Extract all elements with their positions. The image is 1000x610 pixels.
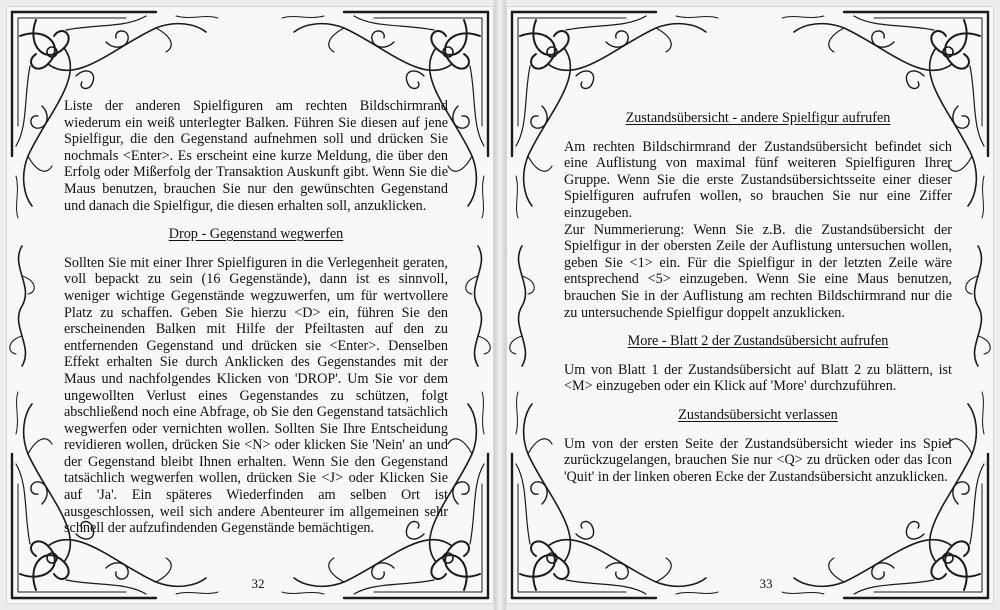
- left-page: [6, 6, 494, 604]
- right-page-text: [564, 110, 952, 485]
- page-number-left: 32: [251, 576, 265, 591]
- other-character-paragraph-2: Zur Nummerierung: Wenn Sie z.B. die Zustandsübersicht der Spielfigur in der obersten Zeile der Auflistung untersuchen wollen, geben Sie <1> ein. Für die Spielfigur in der letzten Zeile wäre entsprechend <5> einzugeben. Wenn Sie eine Maus benutzen, brauchen Sie in der Auflistung am rechten Bildschirmrand nur die zu untersuchende Spielfigur doppelt anzuklicken.: [564, 221, 952, 321]
- section-heading-other-character: Zustandsübersicht - andere Spielfigur aufrufen: [625, 110, 891, 126]
- drop-paragraph: Sollten Sie mit einer Ihrer Spielfiguren in die Verlegenheit geraten, voll bepackt zu sein (16 Gegenstände), dann ist es sinnvoll, weniger wichtige Gegenstände wegzuwerfen, um für wertvollere Platz zu schaffen. Geben Sie hierzu <D> ein, führen Sie den erscheinenden Balken mit Hilfe der Pfeiltasten auf den zu entfernenden Gegenstand und drücken sie <Enter>. Denselben Effekt erhalten Sie durch Anklicken des Gegenstandes mit der Maus und nachfolgendes Klicken von 'DROP'. Um Sie vor dem ungewollten Verlust eines Gegenstandes zu schützen, folgt abschließend noch eine Abfrage, ob Sie den Gegenstand tatsächlich wegwerfen oder vernichten wollen. Sollten Sie Ihre Entscheidung revidieren wollen, drücken Sie <N> oder klicken Sie 'Nein' an und der Gegenstand bleibt Ihnen erhalten. Wenn Sie den Gegenstand tatsächlich wegwerfen wollen, drücken Sie <J> oder Klicken Sie auf 'Ja'. Ein späteres Wiederfinden am selben Ort ist ausgeschlossen, weil sich andere Abenteurer im allgemeinen sehr schnell der aufzufindenden Gegenstände bemächtigen.: [64, 254, 448, 537]
- section-heading-more: More - Blatt 2 der Zustandsübersicht aufrufen: [627, 333, 889, 350]
- left-page-text: [64, 98, 448, 537]
- more-paragraph: Um von Blatt 1 der Zustandsübersicht auf Blatt 2 zu blättern, ist <M> einzugeben oder ein Klick auf 'More' durchzuführen.: [564, 361, 952, 395]
- leave-paragraph: Um von der ersten Seite der Zustandsübersicht wieder ins Spiel zurückzugelangen, brauchen Sie nur <Q> zu drücken oder das Icon 'Quit' in der linken oberen Ecke der Zustandsübersicht anzuklicken.: [564, 435, 952, 485]
- section-heading-leave: Zustandsübersicht verlassen: [678, 406, 838, 423]
- right-page: [506, 6, 994, 604]
- page-number-right: 33: [759, 576, 773, 591]
- section-heading-drop: Drop - Gegenstand wegwerfen: [168, 226, 344, 243]
- intro-paragraph: Liste der anderen Spielfiguren am rechten Bildschirmrand wiederum ein weiß unterlegter Balken. Führen Sie diesen auf jene Spielfigur, die den Gegenstand aufnehmen soll und drücken Sie nochmals <Enter>. Es erscheint eine kurze Meldung, die über den Erfolg oder Mißerfolg der Transaktion Auskunft gibt. Wenn Sie die Maus benutzen, brauchen Sie nur den gewünschten Gegenstand und danach die Spielfigur, die diesen erhalten soll, anzuklicken.: [64, 98, 448, 214]
- other-character-paragraph-1: Am rechten Bildschirmrand der Zustandsübersicht befindet sich eine Auflistung von maximal fünf weiteren Spielfiguren Ihrer Gruppe. Wenn Sie die erste Zustandsübersichtsseite einer dieser Spielfiguren aufrufen wollen, so brauchen Sie nur eine Ziffer einzugeben.: [564, 138, 952, 221]
- book-gutter: [494, 0, 506, 610]
